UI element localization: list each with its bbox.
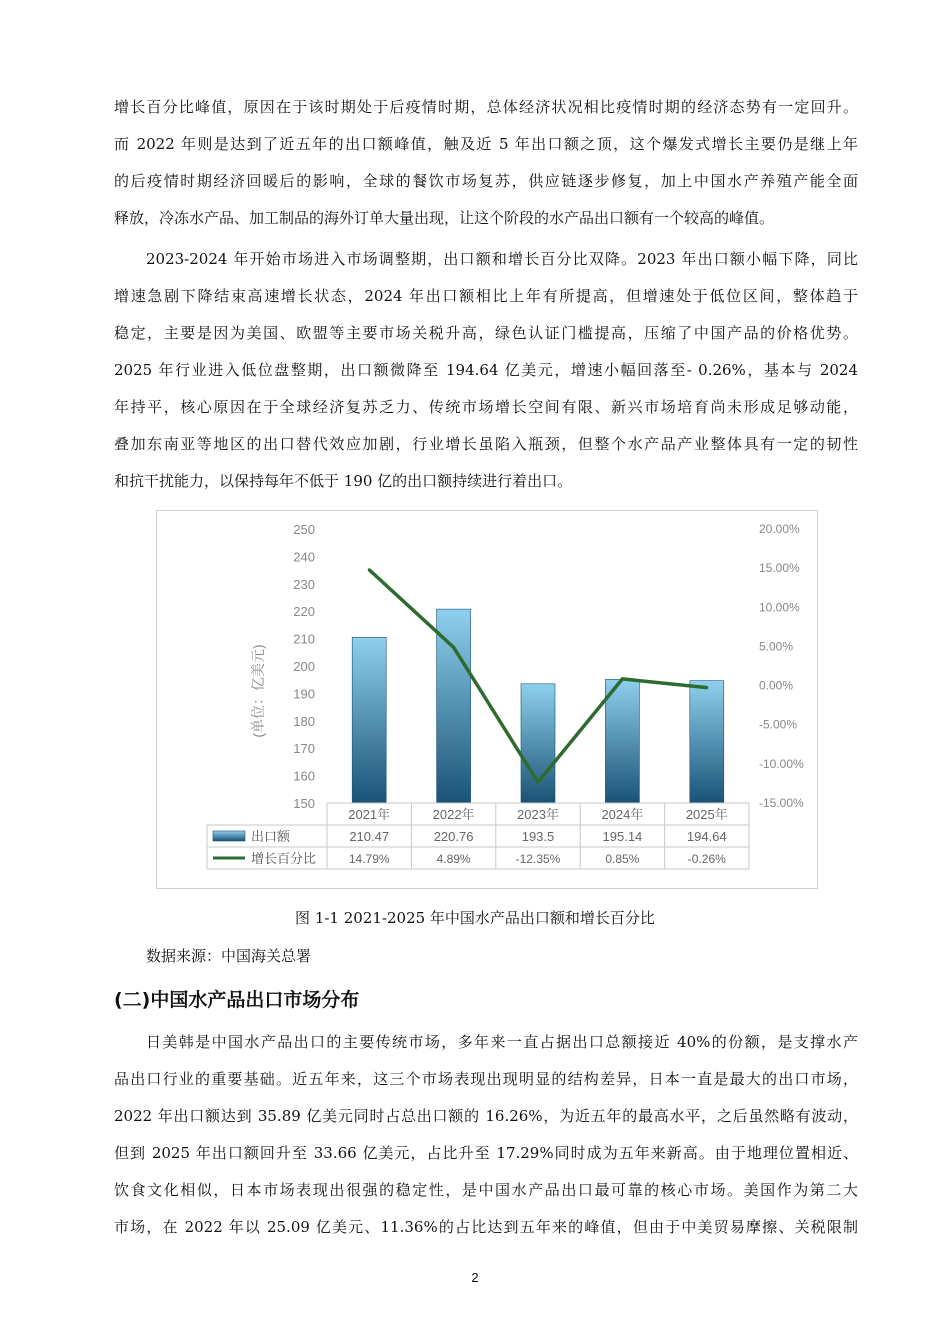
line-data-label: 4.89% [436, 852, 471, 866]
legend-bar-label: 出口额 [251, 829, 291, 844]
text-line: 而 2022 年则是达到了近五年的出口额峰值，触及近 5 年出口额之顶，这个爆发式增长主要仍是继上年 [114, 135, 858, 153]
data-source: 数据来源：中国海关总署 [146, 947, 312, 965]
y-tick-label: 250 [293, 522, 315, 537]
y-tick-label: 240 [293, 549, 315, 565]
growth-point-2023年 [537, 781, 540, 784]
text-line: 市场，在 2022 年以 25.09 亿美元、11.36%的占比达到五年来的峰值，但由于中美贸易摩擦、关税限制 [114, 1218, 858, 1236]
text-line: 2022 年出口额达到 35.89 亿美元同时占总出口额的 16.26%，为近五年的最高水平，之后虽然略有波动， [114, 1107, 858, 1125]
y-axis-label: (单位：亿美元) [250, 644, 266, 738]
bar-data-label: 220.76 [433, 829, 474, 844]
text-line: 叠加东南亚等地区的出口替代效应加剧，行业增长虽陷入瓶颈，但整个水产品产业整体具有一定的韧性 [114, 435, 858, 453]
paragraph-market-distribution [114, 1024, 858, 1246]
legend-line-label: 增长百分比 [251, 851, 317, 866]
paragraph-growth-peak [114, 89, 858, 237]
text-line: 2023-2024 年开始市场进入市场调整期，出口额和增长百分比双降。2023 年出口额小幅下降，同比 [146, 250, 858, 268]
y-tick-label: 200 [293, 659, 315, 674]
y-tick-label: 210 [293, 631, 315, 647]
x-tick-label: 2025年 [685, 807, 728, 822]
text-line: 的后疫情时期经济回暖后的影响，全球的餐饮市场复苏，供应链逐步修复，加上中国水产养殖产能全面 [114, 172, 858, 190]
page-number: 2 [471, 1270, 479, 1285]
x-tick-label: 2022年 [432, 807, 475, 822]
y-tick-label: 190 [293, 686, 315, 702]
x-tick-label: 2023年 [517, 807, 559, 822]
y-tick-label: 230 [293, 576, 315, 592]
bar-data-label: 210.47 [349, 829, 390, 844]
y2-tick-label: -10.00% [759, 756, 804, 771]
text-line: 增速急剧下降结束高速增长状态，2024 年出口额相比上年有所提高，但增速处于低位区间，整体趋于 [114, 287, 858, 305]
y-tick-label: 170 [293, 741, 315, 757]
text-line: 稳定，主要是因为美国、欧盟等主要市场关税升高，绿色认证门槛提高，压缩了中国产品的价格优势。 [114, 324, 858, 342]
y2-tick-label: 0.00% [759, 678, 794, 693]
growth-point-2022年 [452, 646, 455, 649]
y-tick-label: 150 [293, 796, 315, 811]
text-line: 但到 2025 年出口额回升至 33.66 亿美元，占比升至 17.29%同时成为五年来新高。由于地理位置相近、 [114, 1144, 858, 1162]
paragraph-adjustment-period [114, 241, 858, 500]
export-chart [156, 510, 818, 889]
y2-tick-label: 20.00% [759, 522, 800, 536]
y-tick-label: 160 [293, 768, 315, 784]
text-line: 日美韩是中国水产品出口的主要传统市场，多年来一直占据出口总额接近 40%的份额，是支撑水产 [146, 1033, 858, 1051]
line-data-label: -0.26% [687, 852, 726, 866]
line-data-label: 14.79% [348, 852, 390, 866]
x-tick-label: 2021年 [348, 807, 391, 822]
y2-tick-label: 10.00% [759, 600, 800, 615]
y2-tick-label: -5.00% [759, 717, 798, 732]
bar-2021年 [352, 637, 386, 803]
growth-point-2024年 [621, 677, 624, 680]
bar-2025年 [690, 681, 724, 803]
bar-2023年 [521, 684, 555, 803]
export-chart-svg [157, 511, 817, 888]
y2-tick-label: 5.00% [759, 639, 794, 654]
y2-tick-label: -15.00% [759, 796, 804, 810]
y2-tick-label: 15.00% [759, 561, 800, 576]
legend-bar-swatch [213, 831, 245, 841]
y-tick-label: 180 [293, 713, 315, 729]
section-heading: (二)中国水产品出口市场分布 [114, 989, 360, 1011]
y-tick-label: 220 [293, 604, 315, 620]
growth-point-2021年 [368, 568, 371, 571]
bar-data-label: 193.5 [521, 829, 555, 844]
line-data-label: 0.85% [605, 852, 640, 866]
text-line: 2025 年行业进入低位盘整期，出口额微降至 194.64 亿美元，增速小幅回落至- 0.26%，基本与 2024 [114, 361, 858, 379]
figure-caption: 图 1-1 2021-2025 年中国水产品出口额和增长百分比 [295, 909, 655, 927]
text-line: 增长百分比峰值，原因在于该时期处于后疫情时期，总体经济状况相比疫情时期的经济态势有一定回升。 [114, 98, 858, 116]
bar-data-label: 195.14 [602, 829, 643, 844]
growth-point-2025年 [705, 686, 708, 689]
line-data-label: -12.35% [515, 852, 561, 866]
text-line: 品出口行业的重要基础。近五年来，这三个市场表现出现明显的结构差异，日本一直是最大的出口市场， [114, 1070, 858, 1088]
text-line: 和抗干扰能力，以保持每年不低于 190 亿的出口额持续进行着出口。 [114, 472, 573, 490]
text-line: 饮食文化相似，日本市场表现出很强的稳定性，是中国水产品出口最可靠的核心市场。美国作为第二大 [114, 1181, 858, 1199]
x-tick-label: 2024年 [601, 807, 644, 822]
bar-2024年 [605, 679, 639, 803]
text-line: 年持平，核心原因在于全球经济复苏乏力、传统市场增长空间有限、新兴市场培育尚未形成足够动能， [114, 398, 858, 416]
text-line: 释放，冷冻水产品、加工制品的海外订单大量出现，让这个阶段的水产品出口额有一个较高的峰值。 [114, 209, 775, 227]
bar-data-label: 194.64 [686, 829, 727, 844]
